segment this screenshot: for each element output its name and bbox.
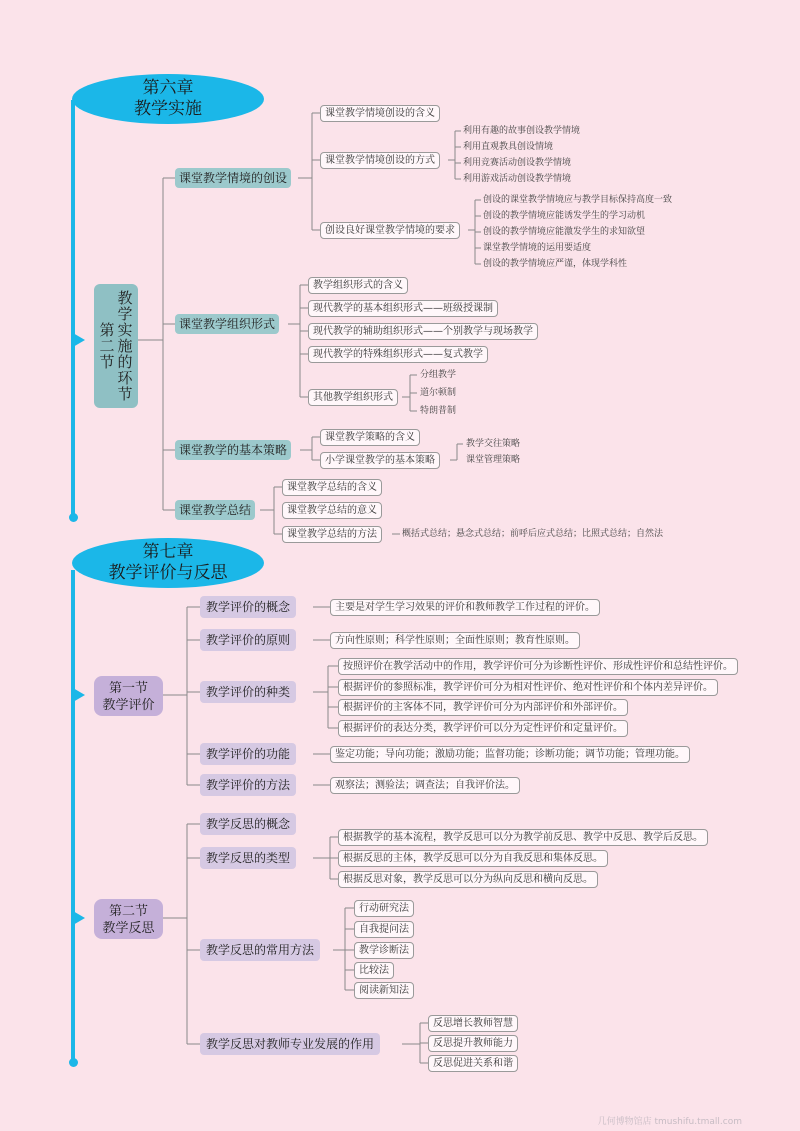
forms-other-item: 道尔顿制	[420, 388, 457, 398]
section-char: 节	[117, 385, 133, 403]
section-char: 实	[117, 321, 133, 339]
chapter7-name: 教学评价与反思	[108, 563, 228, 583]
section-arrow-icon	[73, 911, 85, 925]
forms-other-item: 分组教学	[420, 370, 457, 380]
section-title-column	[117, 290, 133, 402]
situation-method-item: 利用直观教具创设情境	[463, 142, 554, 152]
reflection-method-item: 行动研究法	[354, 900, 414, 917]
section-char: 教	[117, 289, 133, 307]
topic-evaluation-types: 教学评价的种类	[200, 681, 296, 703]
forms-item: 现代教学的基本组织形式——班级授课制	[308, 300, 498, 317]
topic-evaluation-methods: 教学评价的方法	[200, 774, 296, 796]
situation-requirement-item: 创设的教学情境应严谨，体现学科性	[483, 259, 628, 269]
forms-other: 其他教学组织形式	[308, 389, 398, 406]
situation-method-item: 利用有趣的故事创设教学情境	[463, 126, 581, 136]
strategy-primary: 小学课堂教学的基本策略	[320, 452, 440, 469]
section-number: 第一节	[108, 681, 148, 696]
chapter6-name: 教学实施	[134, 99, 202, 119]
situation-requirement-item: 创设的教学情境应能诱发学生的学习动机	[483, 211, 646, 221]
topic-evaluation-principle: 教学评价的原则	[200, 629, 296, 651]
reflection-type-item: 根据教学的基本流程，教学反思可以分为教学前反思、教学中反思、教学后反思。	[338, 829, 708, 846]
evaluation-type-item: 根据评价的表达分类，教学评价可以分为定性评价和定量评价。	[338, 720, 628, 737]
topic-reflection-concept: 教学反思的概念	[200, 813, 296, 835]
strategy-meaning: 课堂教学策略的含义	[320, 429, 420, 446]
chapter6-title	[72, 74, 264, 124]
forms-item: 现代教学的辅助组织形式——个别教学与现场教学	[308, 323, 538, 340]
reflection-effect-item: 反思促进关系和谐	[428, 1055, 518, 1072]
reflection-effect-item: 反思增长教师智慧	[428, 1015, 518, 1032]
topic-situation: 课堂教学情境的创设	[175, 168, 291, 188]
evaluation-functions-detail: 鉴定功能；导向功能；激励功能；监督功能；诊断功能；调节功能；管理功能。	[330, 746, 690, 763]
reflection-method-item: 教学诊断法	[354, 942, 414, 959]
forms-other-item: 特朗普制	[420, 406, 457, 416]
situation-methods: 课堂教学情境创设的方式	[320, 152, 440, 169]
summary-methods-detail: 概括式总结；悬念式总结；前呼后应式总结；比照式总结；自然法	[402, 529, 664, 539]
timeline-end-dot-icon	[69, 513, 78, 522]
section-char: 的	[117, 353, 133, 371]
section-arrow-icon	[73, 333, 85, 347]
reflection-type-item: 根据反思对象，教学反思可以分为纵向反思和横向反思。	[338, 871, 598, 888]
situation-method-item: 利用竞赛活动创设教学情境	[463, 158, 572, 168]
evaluation-type-item: 根据评价的主客体不同，教学评价可分为内部评价和外部评价。	[338, 699, 628, 716]
topic-summary: 课堂教学总结	[175, 500, 255, 520]
summary-methods: 课堂教学总结的方法	[282, 526, 382, 543]
section-char: 学	[117, 305, 133, 323]
evaluation-type-item: 按照评价在教学活动中的作用，教学评价可分为诊断性评价、形成性评价和总结性评价。	[338, 658, 738, 675]
topic-reflection-types: 教学反思的类型	[200, 847, 296, 869]
evaluation-concept-detail: 主要是对学生学习效果的评价和教师教学工作过程的评价。	[330, 599, 600, 616]
evaluation-principle-detail: 方向性原则；科学性原则；全面性原则；教育性原则。	[330, 632, 580, 649]
strategy-primary-item: 教学交往策略	[466, 439, 521, 449]
forms-item: 教学组织形式的含义	[308, 277, 408, 294]
section-char: 施	[117, 337, 133, 355]
section-number: 第二节	[108, 904, 148, 919]
summary-meaning: 课堂教学总结的含义	[282, 479, 382, 496]
section-name: 教学评价	[102, 698, 155, 713]
reflection-method-item: 自我提问法	[354, 921, 414, 938]
situation-meaning: 课堂教学情境创设的含义	[320, 105, 440, 122]
strategy-primary-item: 课堂管理策略	[466, 455, 521, 465]
reflection-method-item: 比较法	[354, 962, 394, 979]
situation-requirement-item: 课堂教学情境的运用要适度	[483, 243, 592, 253]
forms-item: 现代教学的特殊组织形式——复式教学	[308, 346, 488, 363]
topic-strategy: 课堂教学的基本策略	[175, 440, 291, 460]
section-evaluation	[94, 676, 163, 716]
situation-requirement-item: 创设的课堂教学情境应与教学目标保持高度一致	[483, 195, 673, 205]
reflection-effect-item: 反思提升教师能力	[428, 1035, 518, 1052]
topic-forms: 课堂教学组织形式	[175, 314, 279, 334]
chapter6-number: 第六章	[142, 78, 194, 98]
topic-reflection-effect: 教学反思对教师专业发展的作用	[200, 1033, 380, 1055]
section-name: 教学反思	[102, 921, 155, 936]
situation-requirements: 创设良好课堂教学情境的要求	[320, 222, 460, 239]
evaluation-type-item: 根据评价的参照标准，教学评价可分为相对性评价、绝对性评价和个体内差异评价。	[338, 679, 718, 696]
reflection-type-item: 根据反思的主体，教学反思可以分为自我反思和集体反思。	[338, 850, 608, 867]
watermark: 几何博物馆店 tmushifu.tmall.com	[597, 1117, 742, 1127]
situation-requirement-item: 创设的教学情境应能激发学生的求知欲望	[483, 227, 646, 237]
section-number-column	[99, 322, 115, 370]
summary-significance: 课堂教学总结的意义	[282, 502, 382, 519]
timeline-end-dot-icon	[69, 1058, 78, 1067]
topic-evaluation-functions: 教学评价的功能	[200, 743, 296, 765]
section-char: 第	[99, 321, 115, 339]
reflection-method-item: 阅读新知法	[354, 982, 414, 999]
section-char: 节	[99, 353, 115, 371]
section-arrow-icon	[73, 688, 85, 702]
section-char: 二	[99, 337, 115, 355]
section-reflection	[94, 899, 163, 939]
chapter6-section-box	[94, 284, 138, 408]
chapter7-number: 第七章	[142, 542, 194, 562]
section-char: 环	[117, 369, 133, 387]
topic-reflection-methods: 教学反思的常用方法	[200, 939, 320, 961]
topic-evaluation-concept: 教学评价的概念	[200, 596, 296, 618]
situation-method-item: 利用游戏活动创设教学情境	[463, 174, 572, 184]
chapter7-title	[72, 538, 264, 588]
evaluation-methods-detail: 观察法；测验法；调查法；自我评价法。	[330, 777, 520, 794]
